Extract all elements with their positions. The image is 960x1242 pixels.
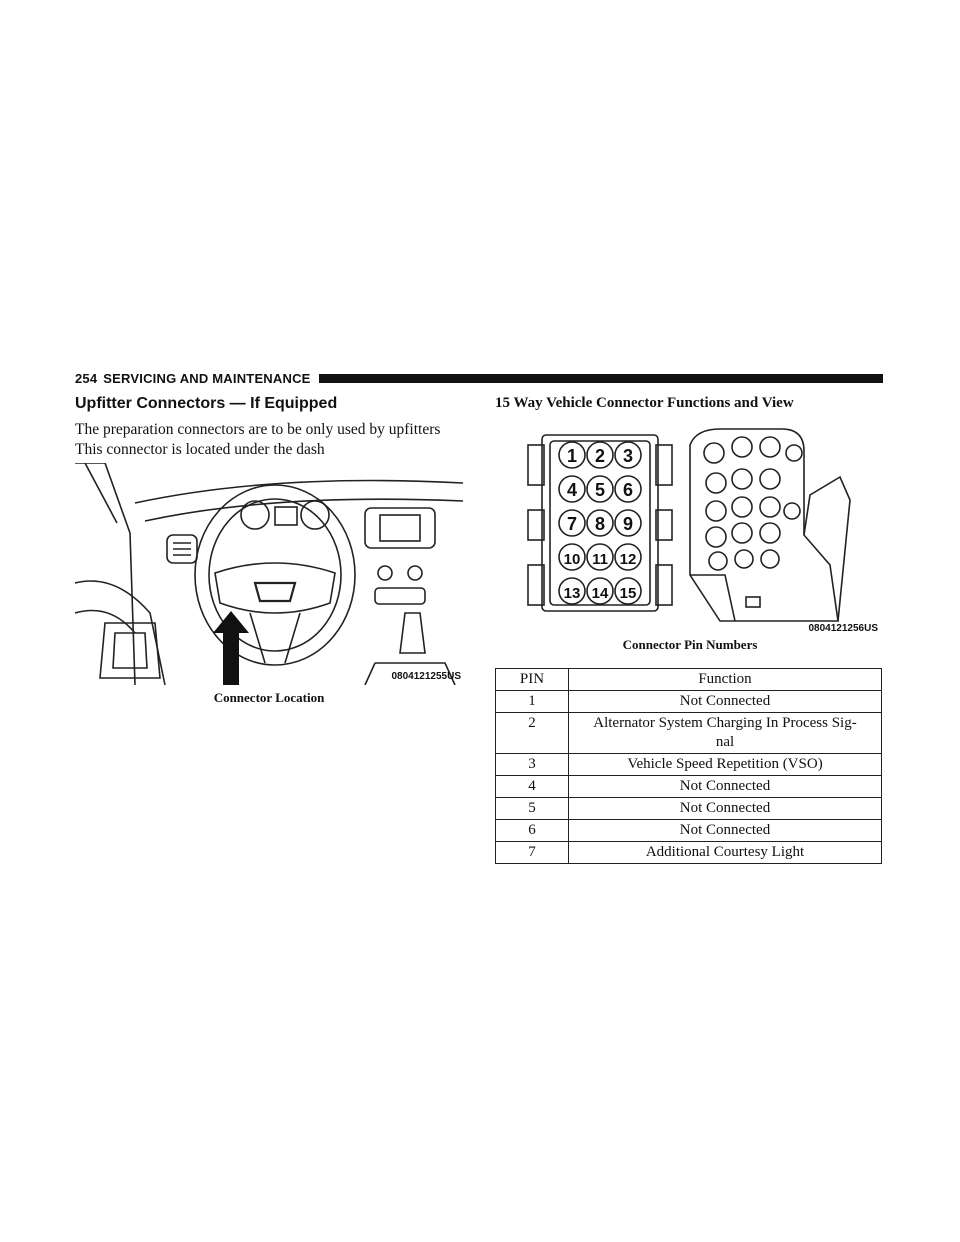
upfitter-heading: Upfitter Connectors — If Equipped <box>75 395 338 412</box>
pin-label: 4 <box>566 480 578 500</box>
pin-label: 3 <box>622 446 634 466</box>
table-row <box>496 820 882 842</box>
pin-label: 8 <box>594 514 606 534</box>
section-title: SERVICING AND MAINTENANCE <box>103 370 311 386</box>
pin-label: 15 <box>619 585 637 602</box>
pin-cell: 6 <box>496 820 569 842</box>
dashboard-illustration <box>75 463 463 685</box>
header-rule <box>319 374 883 383</box>
function-cell: Vehicle Speed Repetition (VSO) <box>569 754 882 776</box>
function-cell: Not Connected <box>569 776 882 798</box>
table-row <box>496 713 882 754</box>
vehicle-connector-heading: 15 Way Vehicle Connector Functions and View <box>495 395 794 411</box>
function-cell: Not Connected <box>569 820 882 842</box>
connector-pin-figure <box>520 425 880 637</box>
connector-location-caption: Connector Location <box>213 690 325 705</box>
paragraph-line: The preparation connectors are to be only used by upfitters <box>75 421 441 438</box>
pin-label: 6 <box>622 480 634 500</box>
table-row <box>496 798 882 820</box>
pin-label: 2 <box>594 446 606 466</box>
function-cell <box>569 713 882 754</box>
location-arrow-icon <box>213 611 249 685</box>
pin-cell: 3 <box>496 754 569 776</box>
pin-label: 10 <box>563 551 581 568</box>
page-number: 254 <box>75 370 98 386</box>
pin-label: 1 <box>566 446 578 466</box>
table-row <box>496 691 882 713</box>
pin-cell: 4 <box>496 776 569 798</box>
function-cell: Additional Courtesy Light <box>569 842 882 864</box>
table-row <box>496 776 882 798</box>
pin-label: 5 <box>594 480 606 500</box>
paragraph-line: This connector is located under the dash <box>75 441 325 458</box>
table-row <box>496 842 882 864</box>
function-column-header: Function <box>569 669 882 691</box>
table-row <box>496 754 882 776</box>
function-text: Alternator System Charging In Process Sig- <box>593 715 857 731</box>
connector-illustration <box>520 425 880 637</box>
function-text-cont: nal <box>715 734 735 750</box>
pin-numbers-caption: Connector Pin Numbers <box>622 637 758 652</box>
pin-cell: 5 <box>496 798 569 820</box>
pin-cell: 2 <box>496 713 569 754</box>
figure-code: 0804121255US <box>391 671 461 682</box>
pin-label: 14 <box>591 585 609 602</box>
pin-column-header: PIN <box>496 669 569 691</box>
pin-label: 12 <box>619 551 637 568</box>
pin-label: 9 <box>622 514 634 534</box>
pin-label: 7 <box>566 514 578 534</box>
table-header-row <box>496 669 882 691</box>
pin-cell: 1 <box>496 691 569 713</box>
pin-function-table <box>495 668 882 864</box>
connector-location-figure <box>75 463 463 685</box>
pin-cell: 7 <box>496 842 569 864</box>
intro-paragraph <box>75 420 470 460</box>
pin-label: 11 <box>592 551 608 568</box>
function-cell: Not Connected <box>569 691 882 713</box>
pin-label: 13 <box>563 585 581 602</box>
function-cell: Not Connected <box>569 798 882 820</box>
figure-code: 0804121256US <box>808 623 878 634</box>
page-header <box>75 370 883 386</box>
